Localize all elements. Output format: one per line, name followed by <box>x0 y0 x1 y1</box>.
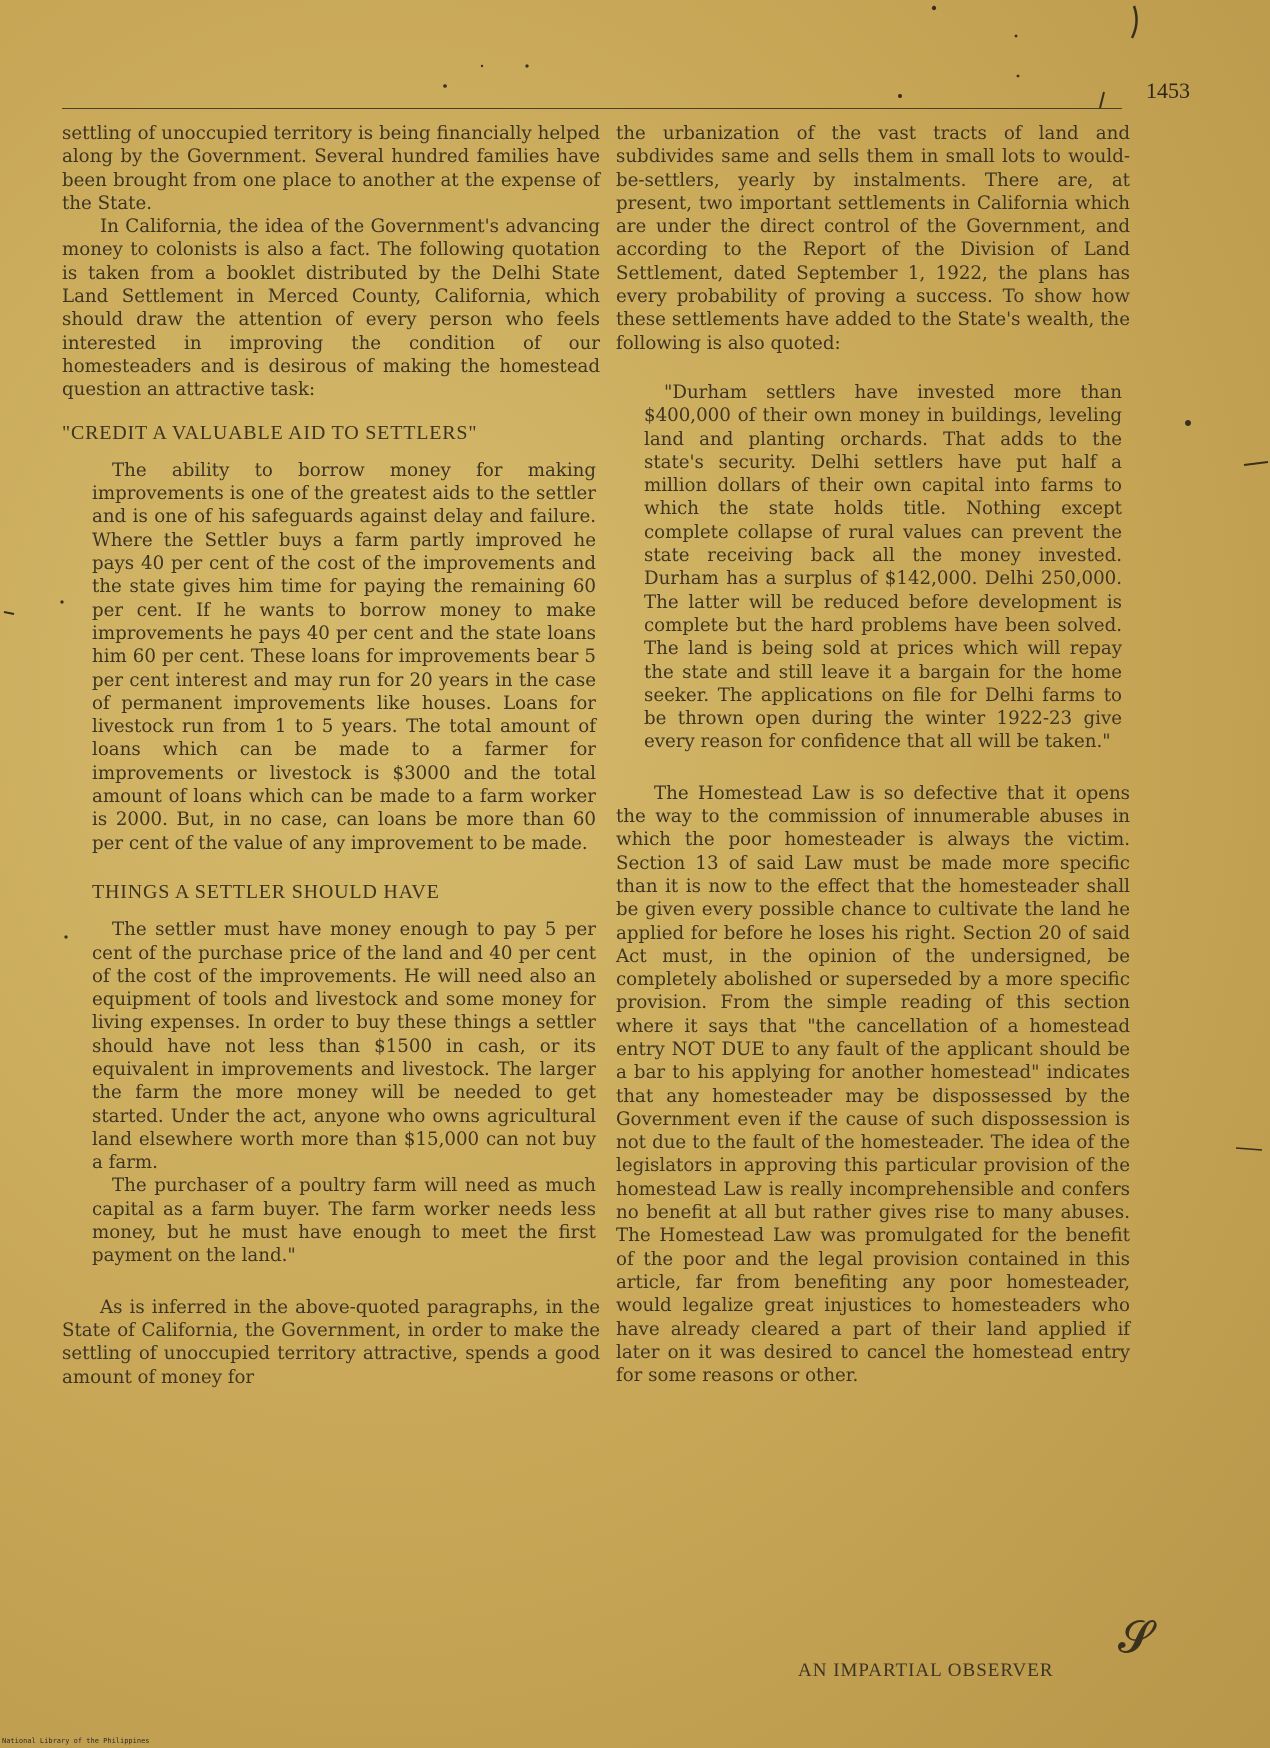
homestead-law-paragraph: The Homestead Law is so defective that it opens the way to the commission of innumerable abuses in which the poor homesteader is always the victim. Section 13 of said Law must be made more specific than it is now to the effect that the homesteader shall be given every possible chance to cultivate the land he applied for before he loses his right. Section 20 of said Act must, in the opinion of the undersigned, be completely abolished or superseded by a more specific provision. From the simple reading of this section where it says that "the cancellation of a homestead entry NOT DUE to any fault of the applicant should be a bar to his applying for another homestead" indicates that any homesteader may be dispossessed by the Government even if the cause of such dispossession is not due to the fault of the homesteader. The idea of the legislators in approving this particular provision of the homestead Law is really incomprehensible and confers no benefit at all but rather gives rise to many abuses. The Homestead Law was promulgated for the benefit of the poor and the legal provision contained in this article, far from benefiting any poor homesteader, would legalize great injustices to homesteaders who have already cleared a part of their land applied if later on it was desired to cancel the homestead entry for some reasons or other. <box>616 782 1130 1387</box>
things-quote-paragraph: The settler must have money enough to pay 5 per cent of the purchase price of the land and 40 per cent of the cost of the improvements. He will need also an equipment of tools and livestock and some money for living expenses. In order to buy these things a settler should have not less than $1500 in cash, or its equivalent in improvements and livestock. The larger the farm the more money will be needed to get started. Under the act, anyone who owns agricultural land elsewhere worth more than $15,000 can not buy a farm. <box>92 919 596 1174</box>
handwritten-mark: 𝓢 <box>1118 1612 1153 1663</box>
poultry-quote-paragraph: The purchaser of a poultry farm will need as much capital as a farm buyer. The farm worker needs less money, but he must have enough to meet the first payment on the land." <box>92 1175 596 1267</box>
section-heading-credit: "CREDIT A VALUABLE AID TO SETTLERS" <box>62 421 478 444</box>
page-number: 1453 <box>1146 78 1190 103</box>
intro-paragraph: settling of unoccupied territory is being financially helped along by the Government. Several hundred families have been brought from one place to another at the expense of the State. <box>62 123 600 214</box>
library-stamp: National Library of the Philippines <box>2 1737 150 1745</box>
closing-paragraph: As is inferred in the above-quoted paragraphs, in the State of California, the Government, in order to make the settling of unoccupied territory attractive, spends a good amount of money for <box>62 1296 600 1388</box>
left-column <box>62 122 600 1389</box>
california-paragraph: In California, the idea of the Government's advancing money to colonists is also a fact. The following quotation is taken from a booklet distributed by the Delhi State Land Settlement in Merced County, California, which should draw the attention of every person who feels interested in improving the condition of our homesteaders and is desirous of making the homestead question an attractive task: <box>62 216 600 401</box>
credit-quote <box>62 459 600 1268</box>
header-rule <box>62 108 1122 109</box>
section-heading-things: THINGS A SETTLER SHOULD HAVE <box>92 880 440 903</box>
signature: AN IMPARTIAL OBSERVER <box>798 1660 1054 1681</box>
urbanization-paragraph: the urbanization of the vast tracts of land and subdivides same and sells them in small lots to would-be-settlers, yearly by instalments. There are, at present, two important settlements in California which are under the direct control of the Government, and according to the Report of the Division of Land Settlement, dated September 1, 1922, the plans has every probability of proving a success. To show how these settlements have added to the State's wealth, the following is also quoted: <box>616 123 1130 354</box>
durham-quote <box>616 381 1130 754</box>
right-column <box>616 122 1130 1387</box>
credit-quote-paragraph: The ability to borrow money for making improvements is one of the greatest aids to the settler and is one of his safeguards against delay and failure. Where the Settler buys a farm partly improved he pays 40 per cent of the cost of the improvements and the state gives him time for paying the remaining 60 per cent. If he wants to borrow money to make improvements he pays 40 per cent and the state loans him 60 per cent. These loans for improvements bear 5 per cent interest and may run for 20 years in the case of permanent improvements like houses. Loans for livestock run from 1 to 5 years. The total amount of loans which can be made to a farmer for improvements or livestock is $3000 and the total amount of loans which can be made to a farm worker is 2000. But, in no case, can loans be more than 60 per cent of the value of any improvement to be made. <box>92 459 596 854</box>
durham-quote-paragraph: "Durham settlers have invested more than $400,000 of their own money in buildings, leveling land and planting orchards. That adds to the state's security. Delhi settlers have put half a million dollars of their own capital into farms to which the state holds title. Nothing except complete collapse of rural values can prevent the state receiving back all the money invested. Durham has a surplus of $142,000. Delhi 250,000. The latter will be reduced before development is complete but the hard problems have been solved. The land is being sold at prices which will repay the state and still leave it a bargain for the home seeker. The applications on file for Delhi farms to be thrown open during the winter 1922-23 give every reason for confidence that all will be taken." <box>644 381 1122 753</box>
